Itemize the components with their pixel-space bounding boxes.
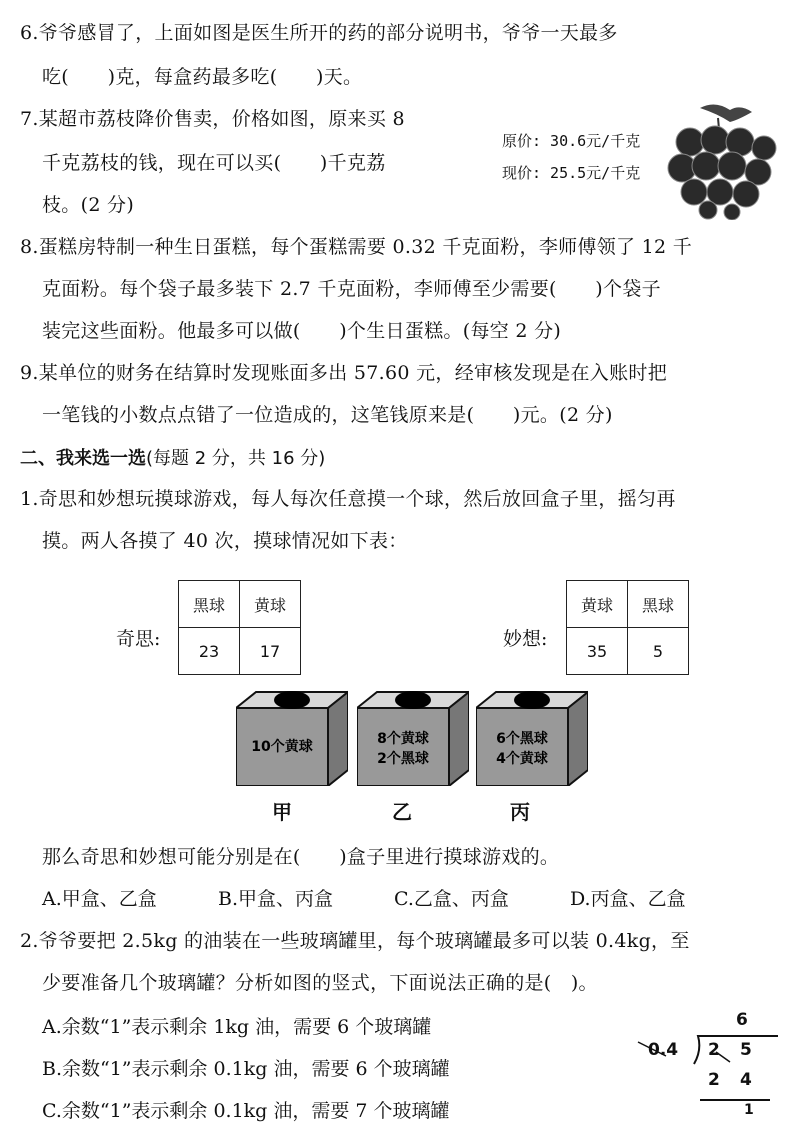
division-dividend-a: 2 (708, 1040, 720, 1060)
box-yi-label: 乙 (392, 800, 412, 824)
qisi-header-yellow: 黄球 (240, 581, 301, 628)
mc1-line-2: 摸。两人各摸了 40 次，摸球情况如下表： (42, 530, 408, 552)
box-yi-text-2: 2个黑球 (377, 751, 429, 767)
box-bing-text-2: 4个黄球 (496, 751, 548, 767)
q9-line-2: 一笔钱的小数点点错了一位造成的，这笔钱原来是( )元。(2 分) (42, 404, 613, 426)
mc1-option-d: D.丙盒、乙盒 (570, 888, 686, 910)
mc2-line-1: 2.爷爷要把 2.5kg 的油装在一些玻璃罐里，每个玻璃罐最多可以装 0.4kg，至 (20, 930, 690, 952)
section-2-title: 二、我来选一选 (20, 448, 146, 469)
mc1-option-a: A.甲盒、乙盒 (42, 888, 157, 910)
miaoxiang-value-yellow: 35 (567, 628, 628, 675)
section-2-note: (每题 2 分，共 16 分) (146, 448, 326, 469)
q8-line-1: 8.蛋糕房特制一种生日蛋糕，每个蛋糕需要 0.32 千克面粉，李师傅领了 12 千 (20, 236, 693, 258)
q6-line-2: 吃( )克，每盒药最多吃( )天。 (42, 66, 363, 88)
mc1-option-b: B.甲盒、丙盒 (218, 888, 334, 910)
division-divisor: 0.4 (648, 1040, 679, 1060)
mc1-line-1: 1.奇思和妙想玩摸球游戏，每人每次任意摸一个球，然后放回盒子里，摇匀再 (20, 488, 676, 510)
miaoxiang-header-black: 黑球 (628, 581, 689, 628)
litchi-image (660, 100, 780, 220)
mc2-option-b: B.余数“1”表示剩余 0.1kg 油，需要 6 个玻璃罐 (42, 1058, 450, 1080)
division-product-b: 4 (740, 1070, 752, 1090)
qisi-value-black: 23 (179, 628, 240, 675)
q8-line-3: 装完这些面粉。他最多可以做( )个生日蛋糕。(每空 2 分) (42, 320, 562, 342)
q7-line-1: 7.某超市荔枝降价售卖，价格如图，原来买 8 (20, 108, 405, 130)
q7-line-2: 千克荔枝的钱，现在可以买( )千克荔 (42, 152, 386, 174)
division-quotient: 6 (736, 1010, 748, 1030)
q8-line-2: 克面粉。每个袋子最多装下 2.7 千克面粉，李师傅至少需要( )个袋子 (42, 278, 661, 300)
qisi-label: 奇思: (116, 628, 161, 650)
box-jia-text-1: 10个黄球 (251, 739, 313, 755)
mc1-question: 那么奇思和妙想可能分别是在( )盒子里进行摸球游戏的。 (42, 846, 560, 868)
mc1-option-c: C.乙盒、丙盒 (394, 888, 509, 910)
miaoxiang-label: 妙想: (503, 628, 548, 650)
q6-line-1: 6.爷爷感冒了，上面如图是医生所开的药的部分说明书，爷爷一天最多 (20, 22, 618, 44)
mc2-line-2: 少要准备几个玻璃罐？分析如图的竖式，下面说法正确的是( )。 (42, 972, 598, 994)
division-remainder: 1 (744, 1102, 754, 1118)
qisi-table (178, 580, 301, 675)
miaoxiang-table (566, 580, 689, 675)
division-product-a: 2 (708, 1070, 720, 1090)
box-bing-text-1: 6个黑球 (496, 731, 548, 747)
q9-line-1: 9.某单位的财务在结算时发现账面多出 57.60 元，经审核发现是在入账时把 (20, 362, 668, 384)
price-current: 现价: 25.5元/千克 (502, 164, 641, 182)
qisi-header-black: 黑球 (179, 581, 240, 628)
miaoxiang-value-black: 5 (628, 628, 689, 675)
price-original: 原价: 30.6元/千克 (502, 132, 641, 150)
box-yi-text-1: 8个黄球 (377, 731, 429, 747)
q7-line-3: 枝。(2 分) (42, 194, 135, 216)
mc2-option-c: C.余数“1”表示剩余 0.1kg 油，需要 7 个玻璃罐 (42, 1100, 450, 1122)
miaoxiang-header-yellow: 黄球 (567, 581, 628, 628)
qisi-value-yellow: 17 (240, 628, 301, 675)
division-dividend-b: 5 (740, 1040, 752, 1060)
mc2-option-a: A.余数“1”表示剩余 1kg 油，需要 6 个玻璃罐 (42, 1016, 432, 1038)
box-jia-label: 甲 (272, 800, 292, 824)
section-2-header (20, 444, 325, 470)
box-bing-label: 丙 (510, 800, 530, 824)
